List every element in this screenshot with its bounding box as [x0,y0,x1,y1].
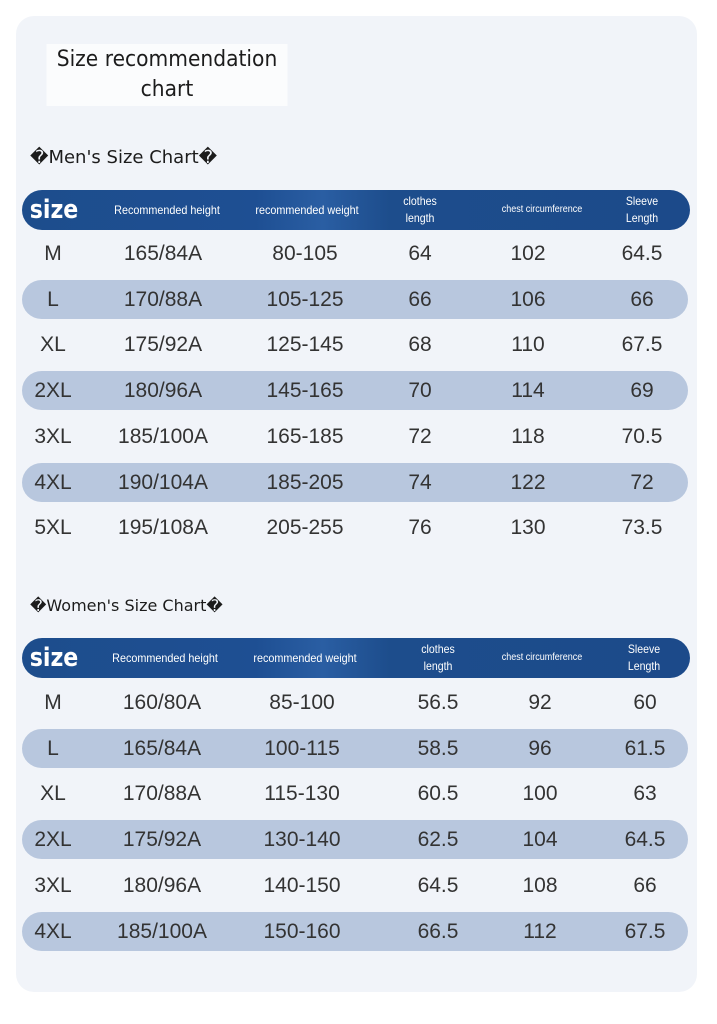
cell-size: M [44,691,62,714]
cell-chest: 100 [522,782,558,806]
header-clothes-length: clothes length [403,194,437,225]
cell-length: 56.5 [417,691,459,714]
table-row [22,774,688,813]
cell-weight: 185-205 [266,470,344,494]
cell-weight: 165-185 [266,424,344,448]
cell-weight: 85-100 [269,691,335,714]
cell-sleeve: 70.5 [621,424,663,448]
cell-size: 4XL [34,470,72,494]
cell-length: 64.5 [417,873,459,897]
table-row [22,417,688,456]
cell-length: 58.5 [417,736,459,760]
cell-weight: 130-140 [263,828,341,852]
table-row [22,463,688,502]
cell-size: 5XL [34,516,72,540]
cell-height: 165/84A [122,736,202,760]
cell-length: 70 [408,379,432,403]
women-section-heading: �Women's Size Chart� [30,596,223,615]
cell-size: XL [40,782,66,806]
table-row [22,729,688,768]
cell-sleeve: 66 [633,873,657,897]
header-chest-circumference: chest circumference [501,204,583,215]
cell-size: 3XL [34,424,72,448]
cell-length: 62.5 [417,828,459,852]
header-recommended-height: Recommended height [114,202,220,217]
cell-sleeve: 61.5 [624,736,666,760]
cell-weight: 100-115 [264,736,340,760]
header-size: size [29,194,79,225]
cell-height: 170/88A [122,782,202,806]
cell-height: 180/96A [122,873,202,897]
cell-sleeve: 64.5 [624,828,666,852]
cell-chest: 130 [510,516,546,540]
cell-length: 66 [408,287,432,311]
cell-weight: 150-160 [263,919,341,943]
cell-size: 4XL [34,919,72,943]
table-row [22,280,688,319]
cell-length: 74 [408,470,432,494]
cell-size: XL [40,333,66,357]
cell-size: 3XL [34,873,72,897]
cell-height: 170/88A [123,287,203,311]
cell-length: 68 [408,333,432,357]
header-sleeve-length: Sleeve Length [625,194,659,225]
men-section-heading: �Men's Size Chart� [30,147,218,168]
cell-sleeve: 73.5 [621,516,663,540]
header-size: size [29,642,79,673]
header-sleeve-length: Sleeve Length [627,642,661,673]
cell-sleeve: 63 [633,782,657,806]
table-row [22,866,688,905]
cell-chest: 102 [510,242,546,265]
cell-chest: 110 [511,333,545,357]
table-row [22,234,688,273]
table-row [22,820,688,859]
men-table-header [22,190,690,230]
header-recommended-weight: recommended weight [253,650,357,665]
cell-length: 64 [408,242,432,265]
cell-length: 76 [408,516,432,540]
cell-size: 2XL [34,828,72,852]
header-chest-circumference: chest circumference [501,652,583,663]
cell-height: 165/84A [123,242,203,265]
cell-size: 2XL [34,379,72,403]
cell-chest: 112 [523,919,557,943]
cell-height: 180/96A [123,379,203,403]
cell-size: L [47,736,59,760]
cell-weight: 205-255 [266,516,344,540]
cell-chest: 122 [510,470,546,494]
cell-sleeve: 69 [630,379,654,403]
cell-weight: 115-130 [264,782,340,806]
cell-chest: 118 [511,424,545,448]
cell-weight: 105-125 [266,287,344,311]
cell-size: L [47,287,59,311]
women-table-header [22,638,690,678]
cell-sleeve: 67.5 [621,333,663,357]
cell-weight: 125-145 [266,333,344,357]
cell-height: 175/92A [122,828,202,852]
cell-weight: 80-105 [272,242,338,265]
cell-chest: 108 [522,873,558,897]
cell-sleeve: 64.5 [621,242,663,265]
header-recommended-weight: recommended weight [255,202,359,217]
table-row [22,683,688,722]
cell-height: 185/100A [117,919,207,943]
cell-height: 175/92A [123,333,203,357]
cell-chest: 96 [528,736,552,760]
header-recommended-height: Recommended height [112,650,218,665]
cell-height: 160/80A [122,691,202,714]
table-row [22,508,688,547]
cell-sleeve: 72 [630,470,654,494]
cell-height: 185/100A [118,424,208,448]
cell-sleeve: 67.5 [624,919,666,943]
table-row [22,325,688,364]
cell-sleeve: 66 [630,287,654,311]
cell-chest: 104 [522,828,558,852]
cell-height: 195/108A [118,516,208,540]
cell-length: 72 [408,424,432,448]
cell-length: 60.5 [417,782,459,806]
cell-weight: 140-150 [263,873,341,897]
table-row [22,912,688,951]
cell-weight: 145-165 [266,379,344,403]
page-title: Size recommendation chart [46,44,287,106]
cell-height: 190/104A [118,470,208,494]
cell-chest: 106 [510,287,546,311]
cell-size: M [44,242,62,265]
table-row [22,371,688,410]
cell-length: 66.5 [417,919,459,943]
header-clothes-length: clothes length [421,642,455,673]
cell-chest: 92 [528,691,552,714]
cell-chest: 114 [511,379,545,403]
cell-sleeve: 60 [633,691,657,714]
